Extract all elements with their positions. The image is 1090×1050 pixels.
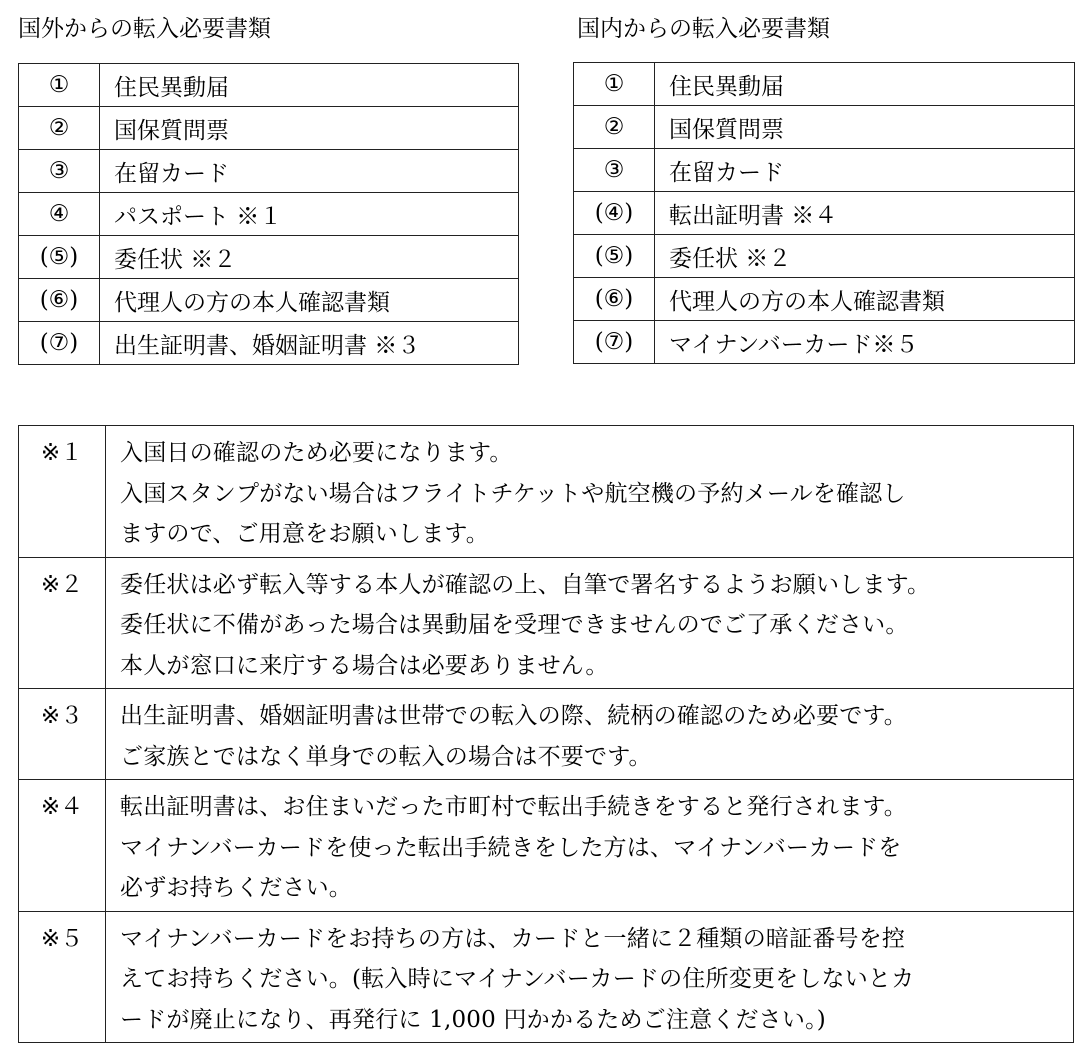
document-name: 国保質問票 — [100, 107, 519, 150]
note-text — [106, 780, 1074, 912]
table-row — [19, 107, 519, 150]
foreign-section-title: 国外からの転入必要書類 — [18, 16, 271, 42]
document-name: パスポート ※１ — [100, 193, 519, 236]
note-line: 必ずお持ちください。 — [120, 875, 352, 901]
document-name: マイナンバーカード※５ — [655, 321, 1075, 364]
row-number: ② — [574, 106, 655, 149]
document-name: 国保質問票 — [655, 106, 1075, 149]
note-mark: ※３ — [19, 689, 106, 780]
table-row — [574, 63, 1075, 106]
note-text — [106, 557, 1074, 689]
note-line: 委任状は必ず転入等する本人が確認の上、自筆で署名するようお願いします。 — [120, 571, 931, 598]
document-name: 住民異動届 — [100, 64, 519, 107]
document-name: 住民異動届 — [655, 63, 1075, 106]
note-row — [19, 426, 1074, 558]
notes-table — [18, 425, 1074, 1043]
table-row — [574, 106, 1075, 149]
domestic-documents-table — [573, 62, 1075, 364]
note-mark: ※１ — [19, 426, 106, 558]
document-name: 在留カード — [655, 149, 1075, 192]
row-number: ③ — [574, 149, 655, 192]
note-row — [19, 689, 1074, 780]
table-row — [574, 192, 1075, 235]
note-row — [19, 911, 1074, 1043]
table-row — [19, 193, 519, 236]
note-line: 転出証明書は、お住まいだった市町村で転出手続きをすると発行されます。 — [120, 794, 907, 820]
note-row — [19, 780, 1074, 912]
row-number: (⑦) — [574, 321, 655, 364]
row-number: (⑦) — [19, 322, 100, 365]
note-mark: ※４ — [19, 780, 106, 912]
row-number: ② — [19, 107, 100, 150]
note-line: マイナンバーカードをお持ちの方は、カードと一緒に２種類の暗証番号を控 — [120, 925, 906, 952]
note-line: えてお持ちください。(転入時にマイナンバーカードの住所変更をしないとカ — [120, 966, 915, 992]
table-row — [19, 279, 519, 322]
table-row — [574, 321, 1075, 364]
document-name: 代理人の方の本人確認書類 — [100, 279, 519, 322]
row-number: (⑥) — [574, 278, 655, 321]
note-mark: ※２ — [19, 557, 106, 689]
note-text — [106, 426, 1074, 558]
note-line: 入国日の確認のため必要になります。 — [120, 440, 513, 466]
table-row — [19, 236, 519, 279]
note-row — [19, 557, 1074, 689]
row-number: (④) — [574, 192, 655, 235]
table-row — [574, 235, 1075, 278]
row-number: ① — [19, 64, 100, 107]
note-line: 本人が窓口に来庁する場合は必要ありません。 — [120, 652, 609, 679]
document-name: 委任状 ※２ — [655, 235, 1075, 278]
note-line: 委任状に不備があった場合は異動届を受理できませんのでご了承ください。 — [120, 612, 909, 638]
note-text — [106, 911, 1074, 1043]
document-name: 委任状 ※２ — [100, 236, 519, 279]
note-line: ードが廃止になり、再発行に 1,000 円かかるためご注意ください。) — [120, 1006, 826, 1033]
document-name: 出生証明書、婚姻証明書 ※３ — [100, 322, 519, 365]
row-number: ① — [574, 63, 655, 106]
foreign-documents-table — [18, 63, 519, 365]
table-row — [574, 149, 1075, 192]
note-line: 入国スタンプがない場合はフライトチケットや航空機の予約メールを確認し — [120, 480, 906, 507]
table-row — [19, 64, 519, 107]
table-row — [19, 150, 519, 193]
domestic-section-title: 国内からの転入必要書類 — [577, 16, 830, 42]
document-name: 転出証明書 ※４ — [655, 192, 1075, 235]
document-name: 在留カード — [100, 150, 519, 193]
note-line: ますので、ご用意をお願いします。 — [120, 521, 489, 547]
note-line: ご家族とではなく単身での転入の場合は不要です。 — [120, 743, 652, 770]
table-row — [19, 322, 519, 365]
document-name: 代理人の方の本人確認書類 — [655, 278, 1075, 321]
row-number: (⑤) — [19, 236, 100, 279]
note-text — [106, 689, 1074, 780]
table-row — [574, 278, 1075, 321]
note-line: マイナンバーカードを使った転出手続きをした方は、マイナンバーカードを — [120, 834, 902, 861]
note-mark: ※５ — [19, 911, 106, 1043]
row-number: (⑤) — [574, 235, 655, 278]
note-line: 出生証明書、婚姻証明書は世帯での転入の際、続柄の確認のため必要です。 — [120, 703, 907, 729]
row-number: ④ — [19, 193, 100, 236]
row-number: ③ — [19, 150, 100, 193]
row-number: (⑥) — [19, 279, 100, 322]
